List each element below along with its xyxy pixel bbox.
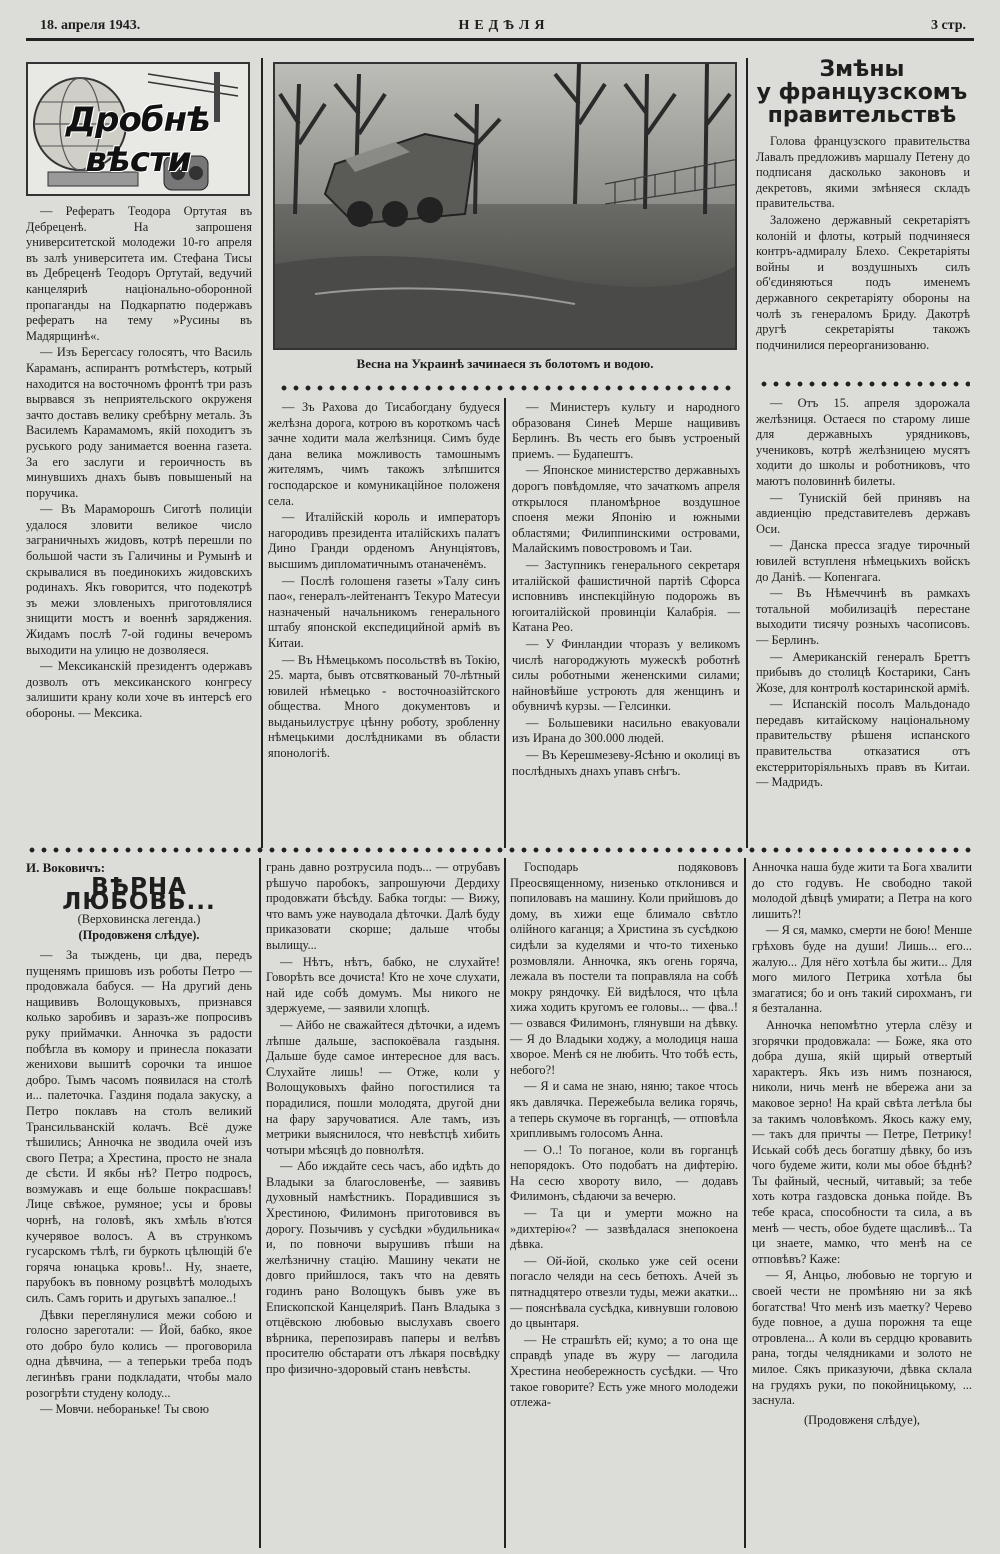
news-column-3 — [512, 400, 740, 846]
col2-vertical-rule — [504, 398, 506, 848]
dotted-separator — [278, 384, 736, 392]
story-paragraph: грань давно розтрусила подъ... — отрубавъ рѣшучо паробокъ, запрошуючи Дердиху продовжати бѣсѣду. Бабка тогды: — Вижу, что вамъ уже науводала дѣточки. Далѣ буду приказовати скорше; дальше чтобы вылищу... — [266, 860, 500, 952]
story-paragraph: — Ой-йой, сколько уже сей осени погасло челяди на сесь бетюхъ. Ачей зъ пятнадцятеро отвезли туды, межи акатки... — пояснѣвала сусѣдка, кивнувши головою до цвынтаря. — [510, 1253, 738, 1331]
story-continued: (Продовженя слѣдуе). — [78, 928, 200, 943]
story-column-2 — [266, 860, 500, 1546]
french-government-article — [756, 134, 970, 366]
news-item: — Американскій генералъ Бреттъ прибывъ до столицѣ Костарики, Санъ Жозе, для контролѣ костаринской армiѣ. — [756, 649, 970, 695]
news-item: — Рефератъ Теодора Ортутая въ Дебреценѣ. На запрошеня университетской молодежи 10-го апреля въ залѣ университета им. Стефана Тисы въ Дебреценѣ Теодоръ Ортутай, ведучий канцеляриѣ національно-оборонной пропаганды на Подкарпатю подержавъ рефератъ на тему »Русины въ Мадярщинѣ«. — [26, 204, 252, 343]
col3-vertical-rule — [746, 58, 748, 848]
news-item: — Японское министерство державныхъ дорогъ повѣдомляе, что зачаткомъ апреля открылося планомѣрное воздушное споеня межи Японію и южными областями; Филиппинскими островами, Малайскимъ повостровомъ и Таи. — [512, 463, 740, 556]
news-item: — Въ Нѣмецькомъ посольствѣ въ Токію, 25. марта, бывъ отсвяткованый 70-лѣтный ювилей нѣмецько - восточноазійтского общества. Много документовъ и выданьилуструє цѣнну роботу, зробленну нѣмецькими дослѣдниками въ области японологiѣ. — [268, 652, 500, 761]
story-paragraph: — Я, Анцьо, любовью не торгую и своей чести не промѣняю ни за якѣ богатства! Что менѣ изъ маетку? Черево буде повное, а душа порожня та еще отровлена... А коли въ сердцю кровавить рана, тогды челядниками и золото не милое. Сякъ приказуючи, дѣвка склала на грудяхъ руки, по покойницькому, ... заснула. — [752, 1268, 972, 1408]
story-paragraph: Анночка наша буде жити та Бога хвалити до сто годувъ. Не свободно такой молодой дѣвцѣ умирати; а Петра на кого лишить?! — [752, 860, 972, 921]
news-item: — Министеръ культу и народного образованя Синеѣ Мерше нащививъ Берлинъ. Въ честь его бывъ устроеный приемъ. — Будапештъ. — [512, 400, 740, 461]
story-paragraph: — Айбо не сважайтеся дѣточки, а идемъ лѣпше дальше, заспокоёвала газдыня. Дальше буде самое интересное для васъ. Слухайте лишь! — Отже, коли у Волощуковыхъ файно погостилися та порадилися, пошли молодята, другой дни на фару заручоватися. Але тамъ, изъ метрики выяснилося, что невѣстцѣ хибить чотыри мѣсяцѣ до повнолѣтя. — [266, 1017, 500, 1157]
news-logo — [26, 62, 250, 196]
news-item: — Въ Мараморошъ Сиготѣ полиціи удалося зловити великое число заграничныхъ жидовъ, котрѣ перешли по большой части зъ Галичины и Румынѣ и скрывалися въ поединокихъ жидовскихъ родинахъ. Якъ говорится, что подекотрѣ зъ межи зловленыхъ приготовлялися знищити мостъ и военнѣ заряджения. Жидамъ послѣ 7-ой годины вечеромъ выходити на улицю не дозволяеся. — [26, 502, 252, 657]
news-item: — Большевики насильно евакуовали изъ Ирана до 300.000 людей. — [512, 715, 740, 746]
story-column-1 — [26, 860, 252, 1546]
news-item: — Въ Нѣмеччинѣ въ рамкахъ тотальной мобилизаціѣ перестане выходити тисячу розныхъ часописовъ. — Берлинъ. — [756, 586, 970, 647]
dotted-separator-right — [758, 380, 970, 388]
news-item: — Мексиканскій президентъ одержавъ дозволъ отъ мексиканского конгресу залишити крану коли хоче въ интерсѣ его обороны. — Мексика. — [26, 659, 252, 720]
logo-title: Дробнѣ вѣсти — [65, 100, 211, 180]
story-title: ВѢРНА ЛЮБОВЬ... — [62, 873, 216, 916]
headline-line-2: у французскомъ — [756, 80, 968, 105]
photo-caption: Весна на Украинѣ зачинаеся зъ болотомъ и водою. — [356, 356, 654, 371]
story-paragraph: — О..! То поганое, коли въ горганцѣ непорядокъ. Ото подобатъ на дифтерію. На сесю хвороту вило, — додавъ Филимонъ, сѣдаючи за вечерю. — [510, 1142, 738, 1204]
page-number: 3 стр. — [930, 18, 966, 33]
story-paragraph: — Або иждайте сесь часъ, або идѣть до Владыки за благословенѣе, — заявивъ духовный намѣстникъ. Порадившися зъ Хрестиною, Филимонъ приготовився въ дорогу. Позычивъ у сусѣдки »будильника« и, по повночи вырушивъ пѣши на желѣзничну стацію. Машину чекати не довго прийшлося, такъ что на девять годинъ рано Волощукъ бывъ уже въ Епископской Канцеляриѣ. Панъ Владыка з отцёвскою любовью выслухавъ своего вѣрника, перепозиравъ паперы и велѣвъ просителю обстарати отъ лѣкаря посвѣдку про физично-здоровый станъ невѣсты. — [266, 1159, 500, 1376]
news-item: — Изъ Берегсасу голосятъ, что Василь Караманъ, аспирантъ ротмѣстеръ, котрый находится на восточномъ фронтѣ три разъ вырвався зъ неприятельского окруженя зачто доставъ велику сребѣрну металь. Зъ Василемъ Карамамомъ, якій походитъ зъ руського роду занимается военна газета. За его заслуги и героичность въ минувшихъ днахъ бывъ повышеный на поручика. — [26, 345, 252, 500]
story-paragraph: — Та ци и умерти можно на »дихтерію«? — зазвѣдалася знепокоена дѣвка. — [510, 1206, 738, 1252]
headline-line-1: Змѣны — [819, 57, 905, 82]
story-paragraph: Господарь подякововъ Преосвященному, низенько отклонився и попиловавъ на машину. Коли прийшовъ до дому, въ хижи еще блимало свѣтло олійного каганця; а Христина зъ сусѣдкою сидѣли за куделями и что-то тихенько розмовляли. Анночка, якъ огень горяча, лежала въ постели та поправляла на собѣ мокру ряндочку. Ей видѣлося, что цѣла хижа ходить кругомъ ее головы... — фва..! — озвався Филимонъ, глянувши на дѣвку. — Я до Владыки ходжу, а молодиця наша хворое. Менѣ ся не любить. Что тобѣ есть, небого?! — [510, 860, 738, 1077]
header-date: 18. апреля 1943. — [40, 18, 141, 33]
story-paragraph: — Нѣтъ, нѣтъ, бабко, не слухайте! Говорѣть все дочиста! Кто не хоче слухати, най иде собѣ домумъ. Мы никого не здержуеме, — заявили хлопцѣ. — [266, 954, 500, 1016]
news-item: — Данска пресса згадуе тирочный ювилей вступленя нѣмецькихъ войскъ до Данiѣ. — Копенгага. — [756, 538, 970, 584]
photo-image — [275, 64, 737, 350]
col1-vertical-rule — [261, 58, 263, 848]
headline-french-government — [752, 58, 972, 127]
story-paragraph: Анночка непомѣтно утерла слёзу и згорячки продовжала: — Боже, яка ото добра душа, якій щирый отвертый характеръ. Якъ изъ нимъ познаюся, николи, ничь менѣ не вбережа ани за маковое зерно! На край свѣта летѣла бы за такимъ чоловѣкомъ. Якось кажу ему, — такъ для причты — Петре, Петрику! Иськай собѣ десь богатшу дѣвку, бо изъ чого будеме жити, коли мы обое бѣднѣ? Ты файный, чесный, читавый; за тебе хоть котра газдовска донька пойде. Въ тебе краса, способности та сила, а въ менѣ — честь, обое будете щасливѣ... Та ци знаете, мамко, что менѣ на се отповѣвъ? Каже: — [752, 1017, 972, 1266]
news-column-2 — [268, 400, 500, 846]
story-paragraph: — Не страшѣть ей; кумо; а то она ще справдѣ упаде въ журу — лагодила Хрестина необережность сусѣдки. — Что такое говорите? Есть уже много молодежи отлежа- — [510, 1332, 738, 1410]
article-paragraph: Заложено державный секретаріятъ колоній и флоты, котрый подчиняеся контръ-адмиралу Блехо. Секретаріяты войны и воздушныхъ силъ об'єдиняються подъ именемъ державного секретаріяту обороны на чолѣ зъ генераломъ Бриду. Дакотрѣ другѣ секретаріяты такожъ подчинилися переорганизованю. — [756, 212, 970, 352]
news-item: — Въ Керешмезеву-Ясѣню и околиці въ послѣдныхъ днахъ упавъ снѣгъ. — [512, 748, 740, 778]
news-item: — Тунискій бей принявъ на авдиенцію представителевъ державъ Оси. — [756, 490, 970, 536]
story-author: И. Воковичъ: — [26, 860, 106, 875]
story-rule-3 — [744, 858, 746, 1548]
newspaper-title: НЕДѢЛЯ — [458, 18, 550, 33]
news-item: — Послѣ голошеня газеты »Талу синъ пао«, генералъ-лейтенантъ Текуро Матесуи назначеный начальникомъ генерального штабу японской експедицийной армiѣ въ Китаи. — [268, 573, 500, 650]
story-paragraph: — За тыждень, ци два, передъ пущенямъ пришовъ изъ роботы Петро — продовжала бабуся. — На другий день нащививъ Волощуковыхъ, признався колько заробивъ и заразъ-же попросивъ руку приймачки. Анночка зъ радости побѣгла въ комору и принесла показати женихови вышитѣ сорочки та иншое добро. Тымъ часомъ появилася на столѣ и... палеточка. Газдиня подала закуску, а Петро поклавъ на столъ великий Трансильванскій колачъ. Всё дуже тѣшились; Анночка не зводила очей изъ свого Петра; а Хрестина, просто не знала де сѣсти. И якбы нѣ? Петро подросъ, возмужавъ и еще больше покрасшавъ! Лице свѣжое, румяное; усы и бровы чорнѣ, на головѣ, якъ хмѣль в'ются кучерявое волосъ. А въ стрункомъ гусарскомъ тѣлѣ, ги буркоть цѣлющій б'е горяча юнацька кровь!.. Ну, знаете, парубокъ въ повному розцвѣтѣ молодыхъ силъ. Самъ горить и другыхъ запалюе..! — [26, 947, 252, 1306]
news-item: — Италійскій король и императоръ нагородивъ президента италійскихъ палатъ Дино Гранди орденомъ Анунціятовъ, высшимъ дипломатичнымъ отаначенёмъ. — [268, 510, 500, 571]
news-item: — Отъ 15. апреля здорожала желѣзниця. Остаеся по старому лише для державныхъ урядниковъ, учениковъ, котрѣ желѣзницею мусятъ ходити до школы и роботниковъ, что маютъ половиннѣ билеты. — [756, 396, 970, 488]
news-item: — Зъ Рахова до Тисабогдану будуеся желѣзна дорога, котрою въ короткомъ часѣ зачне ходити мала желѣзниця. Симъ буде дана велика можливость тамошнымъ жителямъ, чимъ такожъ злѣпшится господарское и комуникаційное положеня села. — [268, 400, 500, 508]
news-column-4 — [756, 396, 970, 846]
news-item: — Заступникъ генерального секретаря италійской фашистичной партіѣ Сфорса исповнивъ инспекційную подорожь въ югоиталійской провинціи Калабрія. — Катана Рео. — [512, 557, 740, 635]
news-item: — У Финландии чторазъ у великомъ числѣ нагороджують мужескѣ роботнѣ силы роботными жененскими силами; найновѣйше устроють для женщинъ и обувничѣ курзы. — Гелсинки. — [512, 636, 740, 714]
story-rule-1 — [259, 858, 261, 1548]
news-item: — Испанскій посолъ Мальдонадо передавъ китайскому національному правительству рѣшеня испанского правительства отказатися отъ екстерриторіяльныхъ правъ въ Китаи. — Мадридъ. — [756, 697, 970, 790]
story-paragraph: — Я ся, мамко, смерти не бою! Менше грѣховъ буде на души! Лишь... его... жалую... Для нёго хотѣла бы жити... Для мого милого Петрика хотѣла бы змагатися; бо и онъ такий сирохманъ, ги я безталанна. — [752, 923, 972, 1016]
story-divider — [26, 846, 972, 854]
story-paragraph: Дѣвки переглянулися межи собою и голосно зареготали: — Йой, бабко, якое ото добро було колись — проговорила одна дѣвчина, — а теперьки треба подъ легинѣвъ грани подкладати, чтобы мало розогрѣти студену колоду... — [26, 1307, 252, 1400]
story-column-4 — [752, 860, 972, 1546]
story-rule-2 — [504, 858, 506, 1548]
photo-armored-vehicle — [273, 62, 737, 350]
story-column-3 — [510, 860, 738, 1546]
news-column-1 — [26, 204, 252, 844]
story-end-note: (Продовженя слѣдуе), — [804, 1412, 920, 1427]
story-subtitle: (Верховинска легенда.) — [77, 911, 201, 926]
story-paragraph: — Я и сама не знаю, няню; такое чтось якъ давлячка. Пережебыла велика горячь, а теперь скумоче въ горганцѣ, — отповѣла хрипливымъ голосомъ Анна. — [510, 1079, 738, 1141]
headline-line-3: правительствѣ — [767, 103, 957, 128]
header-rule — [26, 38, 974, 41]
article-paragraph: Голова французского правительства Лавалъ предложивъ маршалу Петену до подписаня дасколько законовъ и декретовъ, якими змѣняеся складъ правительства. — [756, 134, 970, 211]
story-paragraph: — Мовчи. небораньке! Ты свою — [40, 1402, 209, 1417]
